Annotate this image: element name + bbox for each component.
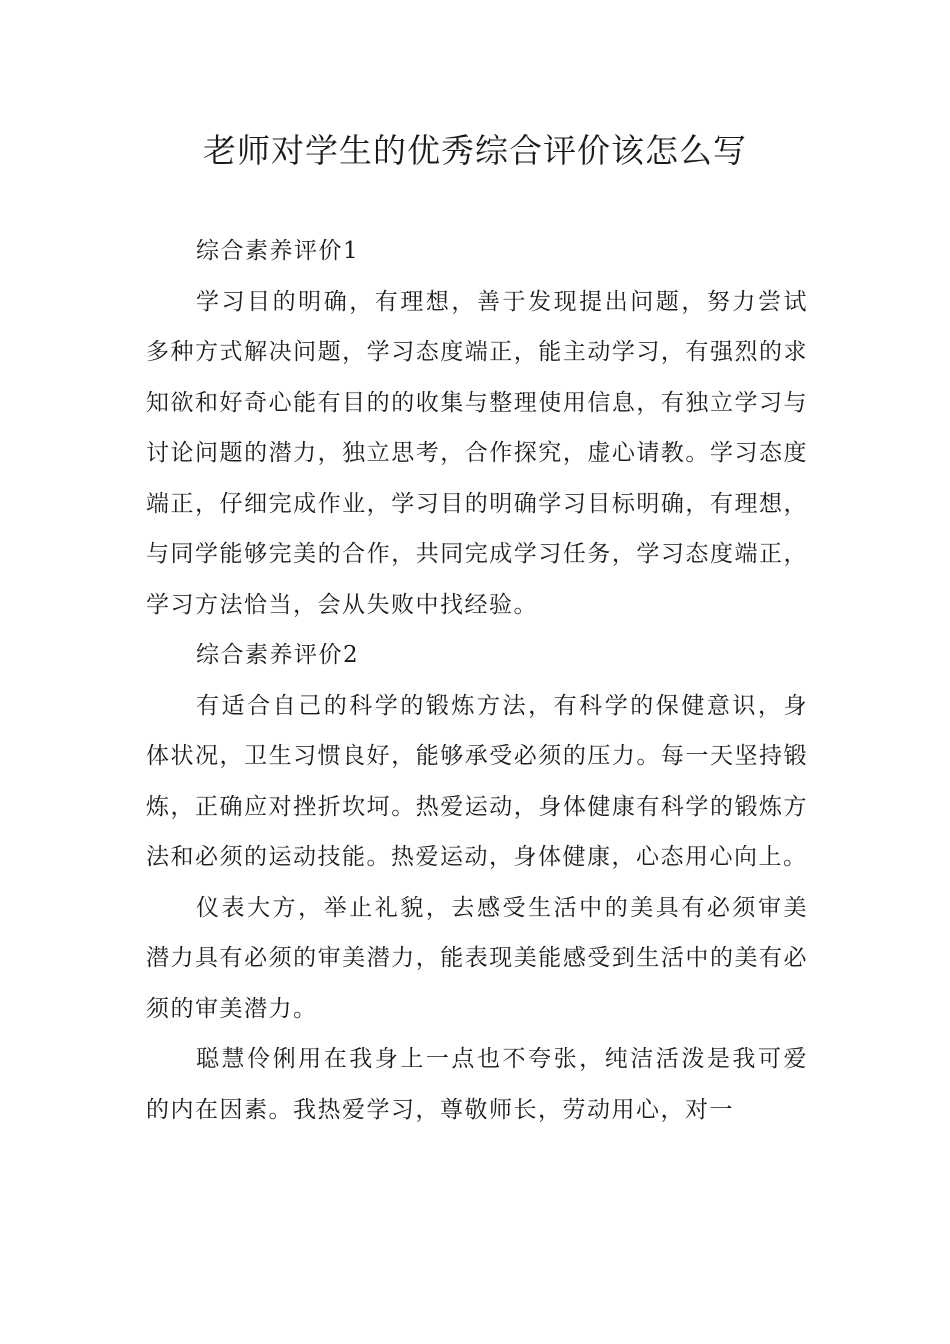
section-heading-1: 综合素养评价1	[196, 238, 360, 264]
document-title: 老师对学生的优秀综合评价该怎么写	[203, 131, 747, 170]
paragraph-4: 聪慧伶俐用在我身上一点也不夸张，纯洁活泼是我可爱的内在因素。我热爱学习，尊敬师长，劳动用心，对一	[146, 1046, 808, 1123]
document-body	[146, 226, 808, 1135]
paragraph-1: 学习目的明确，有理想，善于发现提出问题，努力尝试多种方式解决问题，学习态度端正，能主动学习，有强烈的求知欲和好奇心能有目的的收集与整理使用信息，有独立学习与讨论问题的潜力，独立思考，合作探究，虚心请教。学习态度端正，仔细完成作业，学习目的明确学习目标明确，有理想，与同学能够完美的合作，共同完成学习任务，学习态度端正，学习方法恰当，会从失败中找经验。	[146, 288, 808, 618]
paragraph-3: 仪表大方，举止礼貌，去感受生活中的美具有必须审美潜力具有必须的审美潜力，能表现美能感受到生活中的美有必须的审美潜力。	[146, 894, 808, 1022]
paragraph-2: 有适合自己的科学的锻炼方法，有科学的保健意识，身体状况，卫生习惯良好，能够承受必须的压力。每一天坚持锻炼，正确应对挫折坎坷。热爱运动，身体健康有科学的锻炼方法和必须的运动技能。热爱运动，身体健康，心态用心向上。	[146, 692, 808, 870]
section-heading-2: 综合素养评价2	[196, 642, 360, 668]
